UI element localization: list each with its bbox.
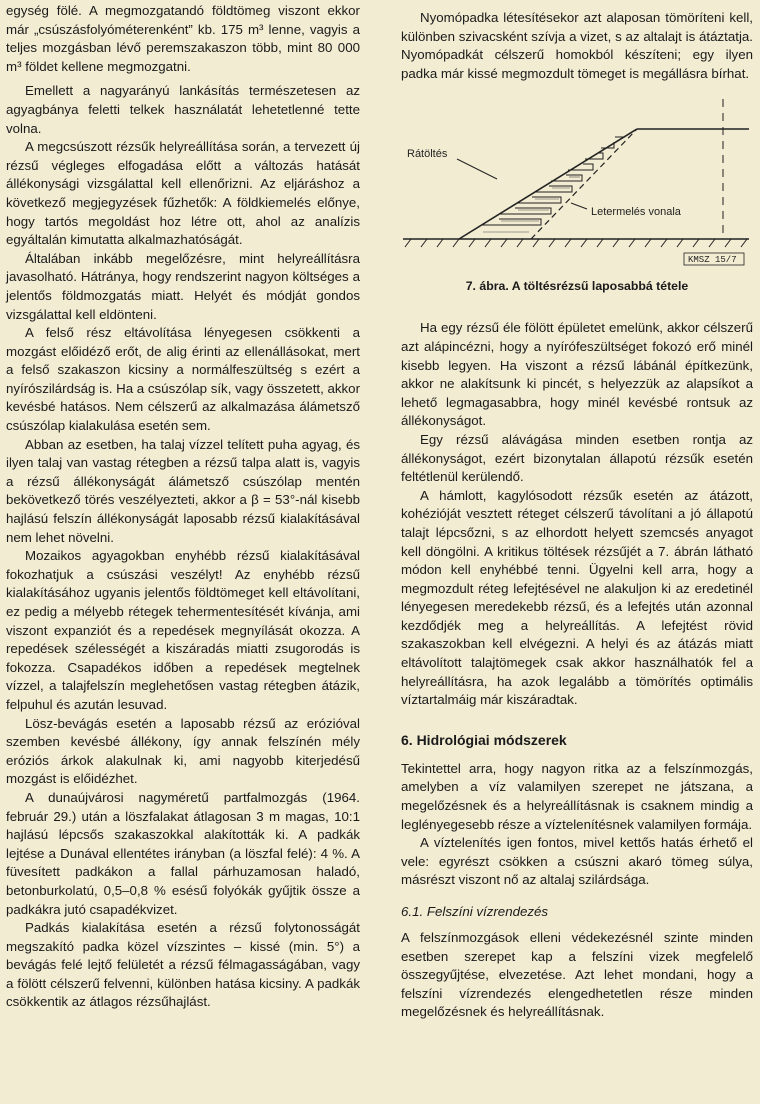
figure-code: KMSZ 15/7 — [688, 255, 737, 266]
paragraph: Nyomópadka létesítésekor azt alaposan tömöríteni kell, különben szivacsként szívja a vizet, s az altalajt is átáztatja. Nyomópadkát célszerű homokból készíteni; egy ilyen padka már kissé megmozdult tömeget is megállásra bírhat. — [401, 10, 753, 81]
paragraph: A felszínmozgások elleni védekezésnél szinte minden esetben szerepet kap a felszíni vizek megfelelő összegyűjtése, elvezetése. Azt lehet mondani, hogy a felszíni vízrendezés elengedhetetlen része minden megelőzésnek és helyreállításnak. — [401, 930, 753, 1020]
paragraph: Általában inkább megelőzésre, mint helyreállításra javasolható. Hátránya, hogy rendszerint nagyon költséges a jelentős földmozgatás miatt. Helyét és módját gondos vizsgálattal kell eldönteni. — [6, 250, 360, 322]
excavation-line-label: Letermelés vonala — [591, 206, 681, 219]
figure-caption: 7. ábra. A töltésrézsű laposabbá tétele — [465, 279, 689, 294]
paragraph: A víztelenítés igen fontos, mivel kettős hatás érhető el vele: egyrészt csökken a csúszni akaró tömeg súlya, másrészt viszont nő az altalaj szilárdsága. — [401, 835, 753, 888]
paragraph: Tekintettel arra, hogy nagyon ritka az a felszínmozgás, amelyben a víz valamilyen szerepet ne játszana, a megelőzésnek és a helyreállításnak is csaknem mindig a leglényegesebb része a víztelenítésnek valamilyen formája. — [401, 760, 753, 832]
paragraph: A dunaújvárosi nagyméretű partfalmozgás (1964. február 29.) után a löszfalakat átlagosan 3 m magas, 10:1 hajlású lépcsős szakaszokkal alakították ki. A padkák lejtése a Dunával ellentétes irányban (a löszfal felé): 4 %. A füvesített padkákon a fallal párhuzamosan haladó, betonburkolatú, 0,5–0,8 % esésű folyókák gyűjtik össze a padkákra jutó csapadékvizet. — [6, 789, 360, 917]
paragraph: Emellett a nagyarányú lankásítás természetesen az agyagbánya feletti telkek használatát lehetetlenné tette volna. — [6, 83, 360, 136]
subsection-heading: 6.1. Felszíni vízrendezés — [401, 904, 549, 919]
fill-label: Rátöltés — [407, 148, 448, 161]
paragraph: Egy rézsű alávágása minden esetben rontja az állékonyságot, ezért bizonytalan állapotú rézsűk esetén feltétlenül kerülendő. — [401, 431, 753, 485]
paragraph: A megcsúszott rézsűk helyreállítása során, a tervezett új rézsű végleges elfogadása előtt a változás hatását állékonysági vizsgálattal kell ellenőrizni. Az eljáráshoz a következő megjegyzések fűzhetők: A földkiemelés előnye, hogy tartós megoldást hoz létre ott, ahol az analízis egyáltalán kimutatta alkalmazhatóságát. — [6, 139, 360, 248]
section-heading: 6. Hidrológiai módszerek — [401, 731, 567, 748]
paragraph: egység fölé. A megmozgatandó földtömeg viszont ekkor már „csúszásfolyóméterenként” kb. 175 m³ lenne, vagyis a teljes mozgásban lévő peremszakaszon több, mint 80 000 m³ földet kellene megmozgatni. — [6, 3, 360, 74]
paragraph: A felső rész eltávolítása lényegesen csökkenti a mozgást előidéző erőt, de alig érinti az ellenállásokat, mert a felső szakaszon kicsiny a normálfeszültség s ezért a nyírószilárdság is. Ha a csúszólap sík, vagy összetett, akkor kevésbé hatásos. Nem célszerű az alkalmazása álámetsző csúszólap kialakulása esetén sem. — [6, 325, 360, 434]
paragraph: Lösz-bevágás esetén a laposabb rézsű az erózióval szemben kevésbé állékony, így annak felszínén mély eróziós árkok alakulnak ki, ami nagyobb kiterjedésű mozgást is előidézhet. — [6, 715, 360, 787]
figure-7 — [401, 91, 753, 277]
right-column — [401, 0, 753, 1022]
paragraph: A hámlott, kagylósodott rézsűk esetén az átázott, kohézióját vesztett réteget célszerű távolítani a jó állapotú talajt lépcsőzni, s az elhordott helyett szemcsés anyagot kell döngölni. A kritikus töltések rézsűjét a 7. ábrán látható módon kell enyhébbé tenni. Ügyelni kell arra, hogy a megmozdult réteg lefejtésével ne alakuljon ki az eredetinél lényegesen meredekebb rézsű, és a lefejtés után azonnal kezdődjék meg a helyreállítás. A lefejtést rövid szakaszokban kell elvégezni. A helyi és az átázás miatt eltávolított talajtömegek csak akkor használhatók fel a helyreállításra, ha azok legalább a tömörítés optimális víztartalmáig már kiszáradtak. — [401, 487, 753, 708]
paragraph: Ha egy rézsű éle fölött épületet emelünk, akkor célszerű azt alápincézni, hogy a nyírófeszültséget fokozó erő minél kisebb legyen. Ha viszont a rézsű lábánál építkezünk, akkor ne alakítsunk ki pincét, s helyezzük az alapsíkot a lehető legmagasabbra, hogy minél kevésbé rontsuk az állékonyságot. — [401, 320, 753, 429]
paragraph: Mozaikos agyagokban enyhébb rézsű kialakításával fokozhatjuk a csúszási veszélyt! Az enyhébb rézsű kialakításához ugyanis jelentős földtömeget kell eltávolítani, ez pedig a mélyebb rétegek tehermentesítését kívánja, ami viszont expanziót és a repedések megnyílását okozza. A repedések szélességét a kiszáradás miatti zsugorodás is fokozza. Csapadékos időben a repedések megtelnek vízzel, a talajfelszín meglehetősen vastag rétegben átázik, felpuhul és azután lesuvad. — [6, 548, 360, 712]
paragraph: Padkás kialakítása esetén a rézsű folytonosságát megszakító padka közel vízszintes – kissé (min. 5°) a bevágás felé lejtő felületét a rézsű félmagasságában, vagy a fölött célszerű felvenni, különben hatása kicsiny. A padkák csökkentik az átlagos rézsűhajlást. — [6, 920, 360, 1010]
paragraph: Abban az esetben, ha talaj vízzel telített puha agyag, és ilyen talaj van vastag rétegben a rézsű talpa alatt is, vagyis a rézsű állékonyságát álámetsző csúszólap mentén bekövetkező törés veszélyezteti, akkor a β = 53°-nál kisebb hajlású felszín állékonyságát laposabb rézsű kialakításával nem lehet növelni. — [6, 436, 360, 545]
left-column — [6, 0, 360, 1012]
slope-flattening-diagram — [401, 91, 753, 277]
